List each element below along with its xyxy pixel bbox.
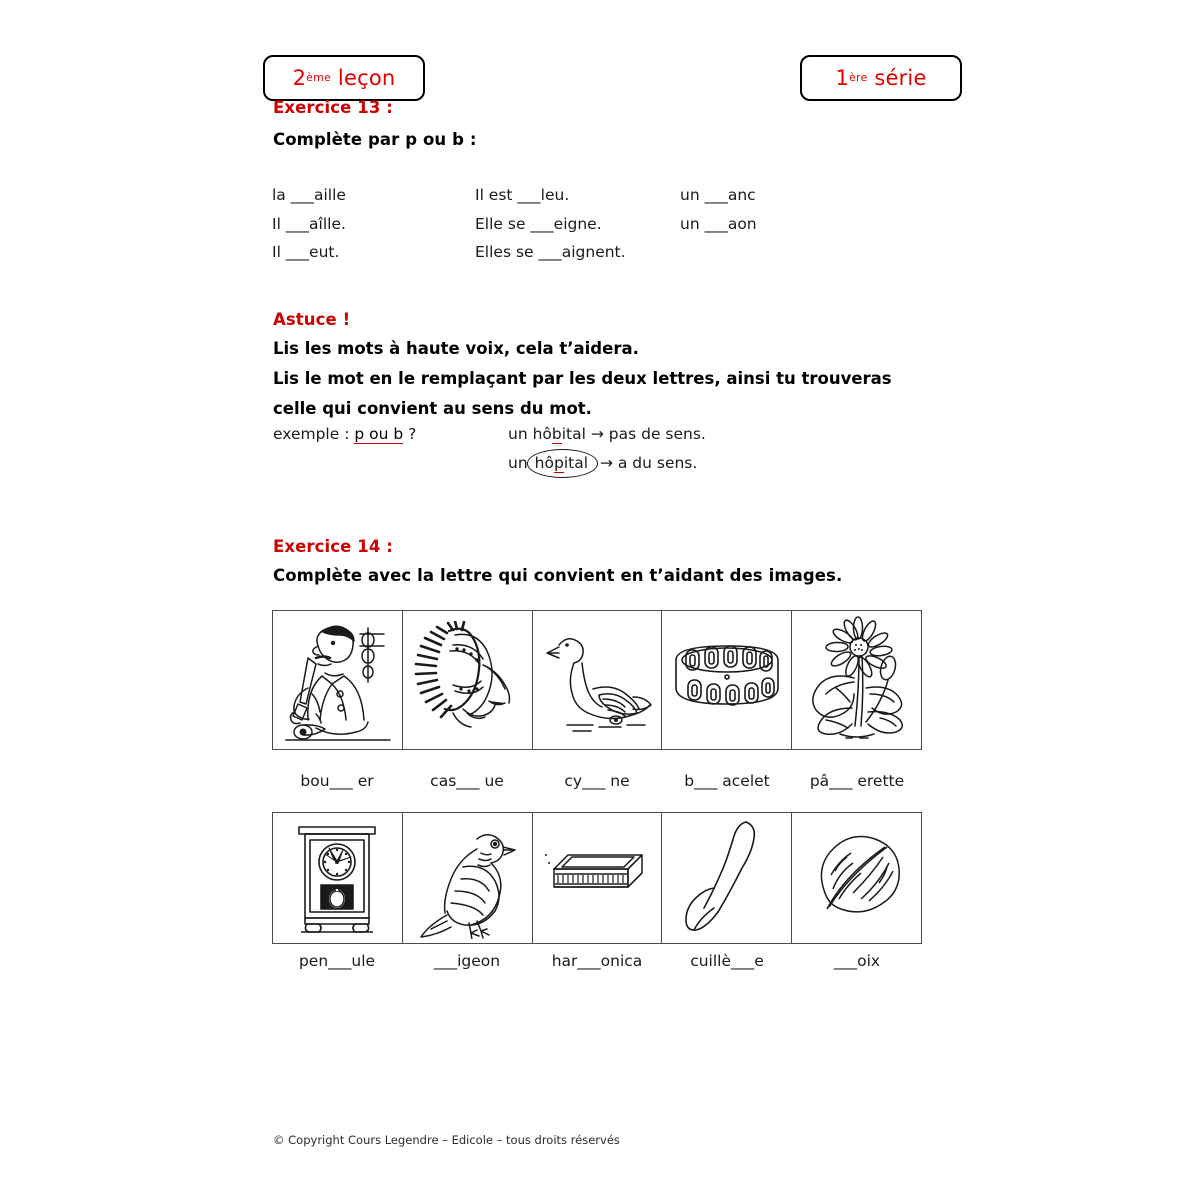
astuce-line: Lis les mots à haute voix, cela t’aidera. [273,339,639,358]
exercise-13-item: Il est ___leu. [475,186,570,204]
exercise-13-item: la ___aille [272,186,346,204]
exercise-13-item: un ___aon [680,214,757,233]
exercise-13-item: un ___anc [680,186,756,204]
exercise-14-title: Exercice 14 : [273,537,393,556]
word-label: cas___ ue [430,772,504,790]
picture-cell-daisy [792,611,921,749]
helmet-icon [409,621,525,739]
picture-row-1 [272,610,922,750]
word-label: har___onica [551,952,643,970]
example1-prefix: un hô [508,425,552,443]
astuce-line: celle qui convient au sens du mot. [273,399,592,418]
example2-letter: p [553,454,564,472]
bracelet-icon [668,630,786,730]
exercise-14-instruction: Complète avec la lettre qui convient en t’aidant des images. [273,566,843,585]
clock-icon [289,817,385,939]
astuce-line: Lis le mot en le remplaçant par les deux lettres, ainsi tu trouveras [273,369,892,388]
exercise-13-item: Elle se ___eigne. [475,214,602,233]
word-row-2 [272,952,922,970]
exercise-13-item: Elles se ___aignent. [475,243,626,261]
lesson-badge: 2 ème leçon [263,55,425,101]
harmonica-icon [538,843,656,913]
picture-cell-clock [273,813,403,943]
picture-cell-harmonica [533,813,663,943]
example1-letter: b [551,425,562,443]
lesson-badge-number: 2 [292,66,307,90]
picture-cell-spoon [662,813,792,943]
table-row [272,215,932,244]
spoon-icon [682,816,772,940]
daisy-icon [796,616,918,744]
astuce-text [273,339,973,429]
butcher-icon [278,616,396,744]
picture-cell-pigeon [403,813,533,943]
walnut-icon [807,823,907,933]
word-label: ___oix [833,952,881,970]
picture-cell-walnut [792,813,921,943]
example-line-makes-sense [508,454,697,484]
pigeon-icon [407,817,527,939]
example-line-no-sense [508,425,706,443]
example-label [273,425,416,443]
exercise-13-item: Il ___aîlle. [272,214,346,233]
word-label: b___ acelet [684,772,770,790]
astuce-title: Astuce ! [273,310,351,329]
exercise-13-title: Exercice 13 : [273,98,393,117]
series-badge: 1 ère série [800,55,962,101]
exercise-13-item: Il ___eut. [272,243,340,261]
picture-cell-swan [533,611,663,749]
series-badge-number: 1 [835,66,849,90]
example-label-underlined: p ou b [354,425,404,443]
swan-icon [537,621,657,739]
word-label: pâ___ erette [809,772,905,790]
word-label: ___igeon [433,952,501,970]
example2-article: un [508,454,528,472]
word-label: pen___ule [298,952,376,970]
lesson-badge-word: leçon [337,66,396,90]
picture-row-2 [272,812,922,944]
picture-cell-helmet [403,611,533,749]
example1-suffix: ital [561,425,586,443]
footer-copyright: © Copyright Cours Legendre – Edicole – tous droits réservés [273,1133,620,1147]
example-label-suffix: ? [403,425,417,443]
word-label: cuillè___e [690,952,764,970]
series-badge-word: série [874,66,927,90]
exercise-13-instruction: Complète par p ou b : [273,130,477,149]
table-row [272,243,932,272]
example2-result: → a du sens. [595,454,698,472]
example-label-prefix: exemple : [273,425,355,443]
word-row-1 [272,772,922,790]
word-label: bou___ er [300,772,374,790]
word-label: cy___ ne [564,772,630,790]
picture-cell-butcher [273,611,403,749]
exercise-13-word-grid [272,186,932,272]
example2-suffix: ital [563,454,589,472]
table-row [272,186,932,215]
picture-cell-bracelet [662,611,792,749]
example2-prefix: hô [534,454,554,472]
example1-result: → pas de sens. [585,425,706,443]
circled-word [528,454,595,472]
